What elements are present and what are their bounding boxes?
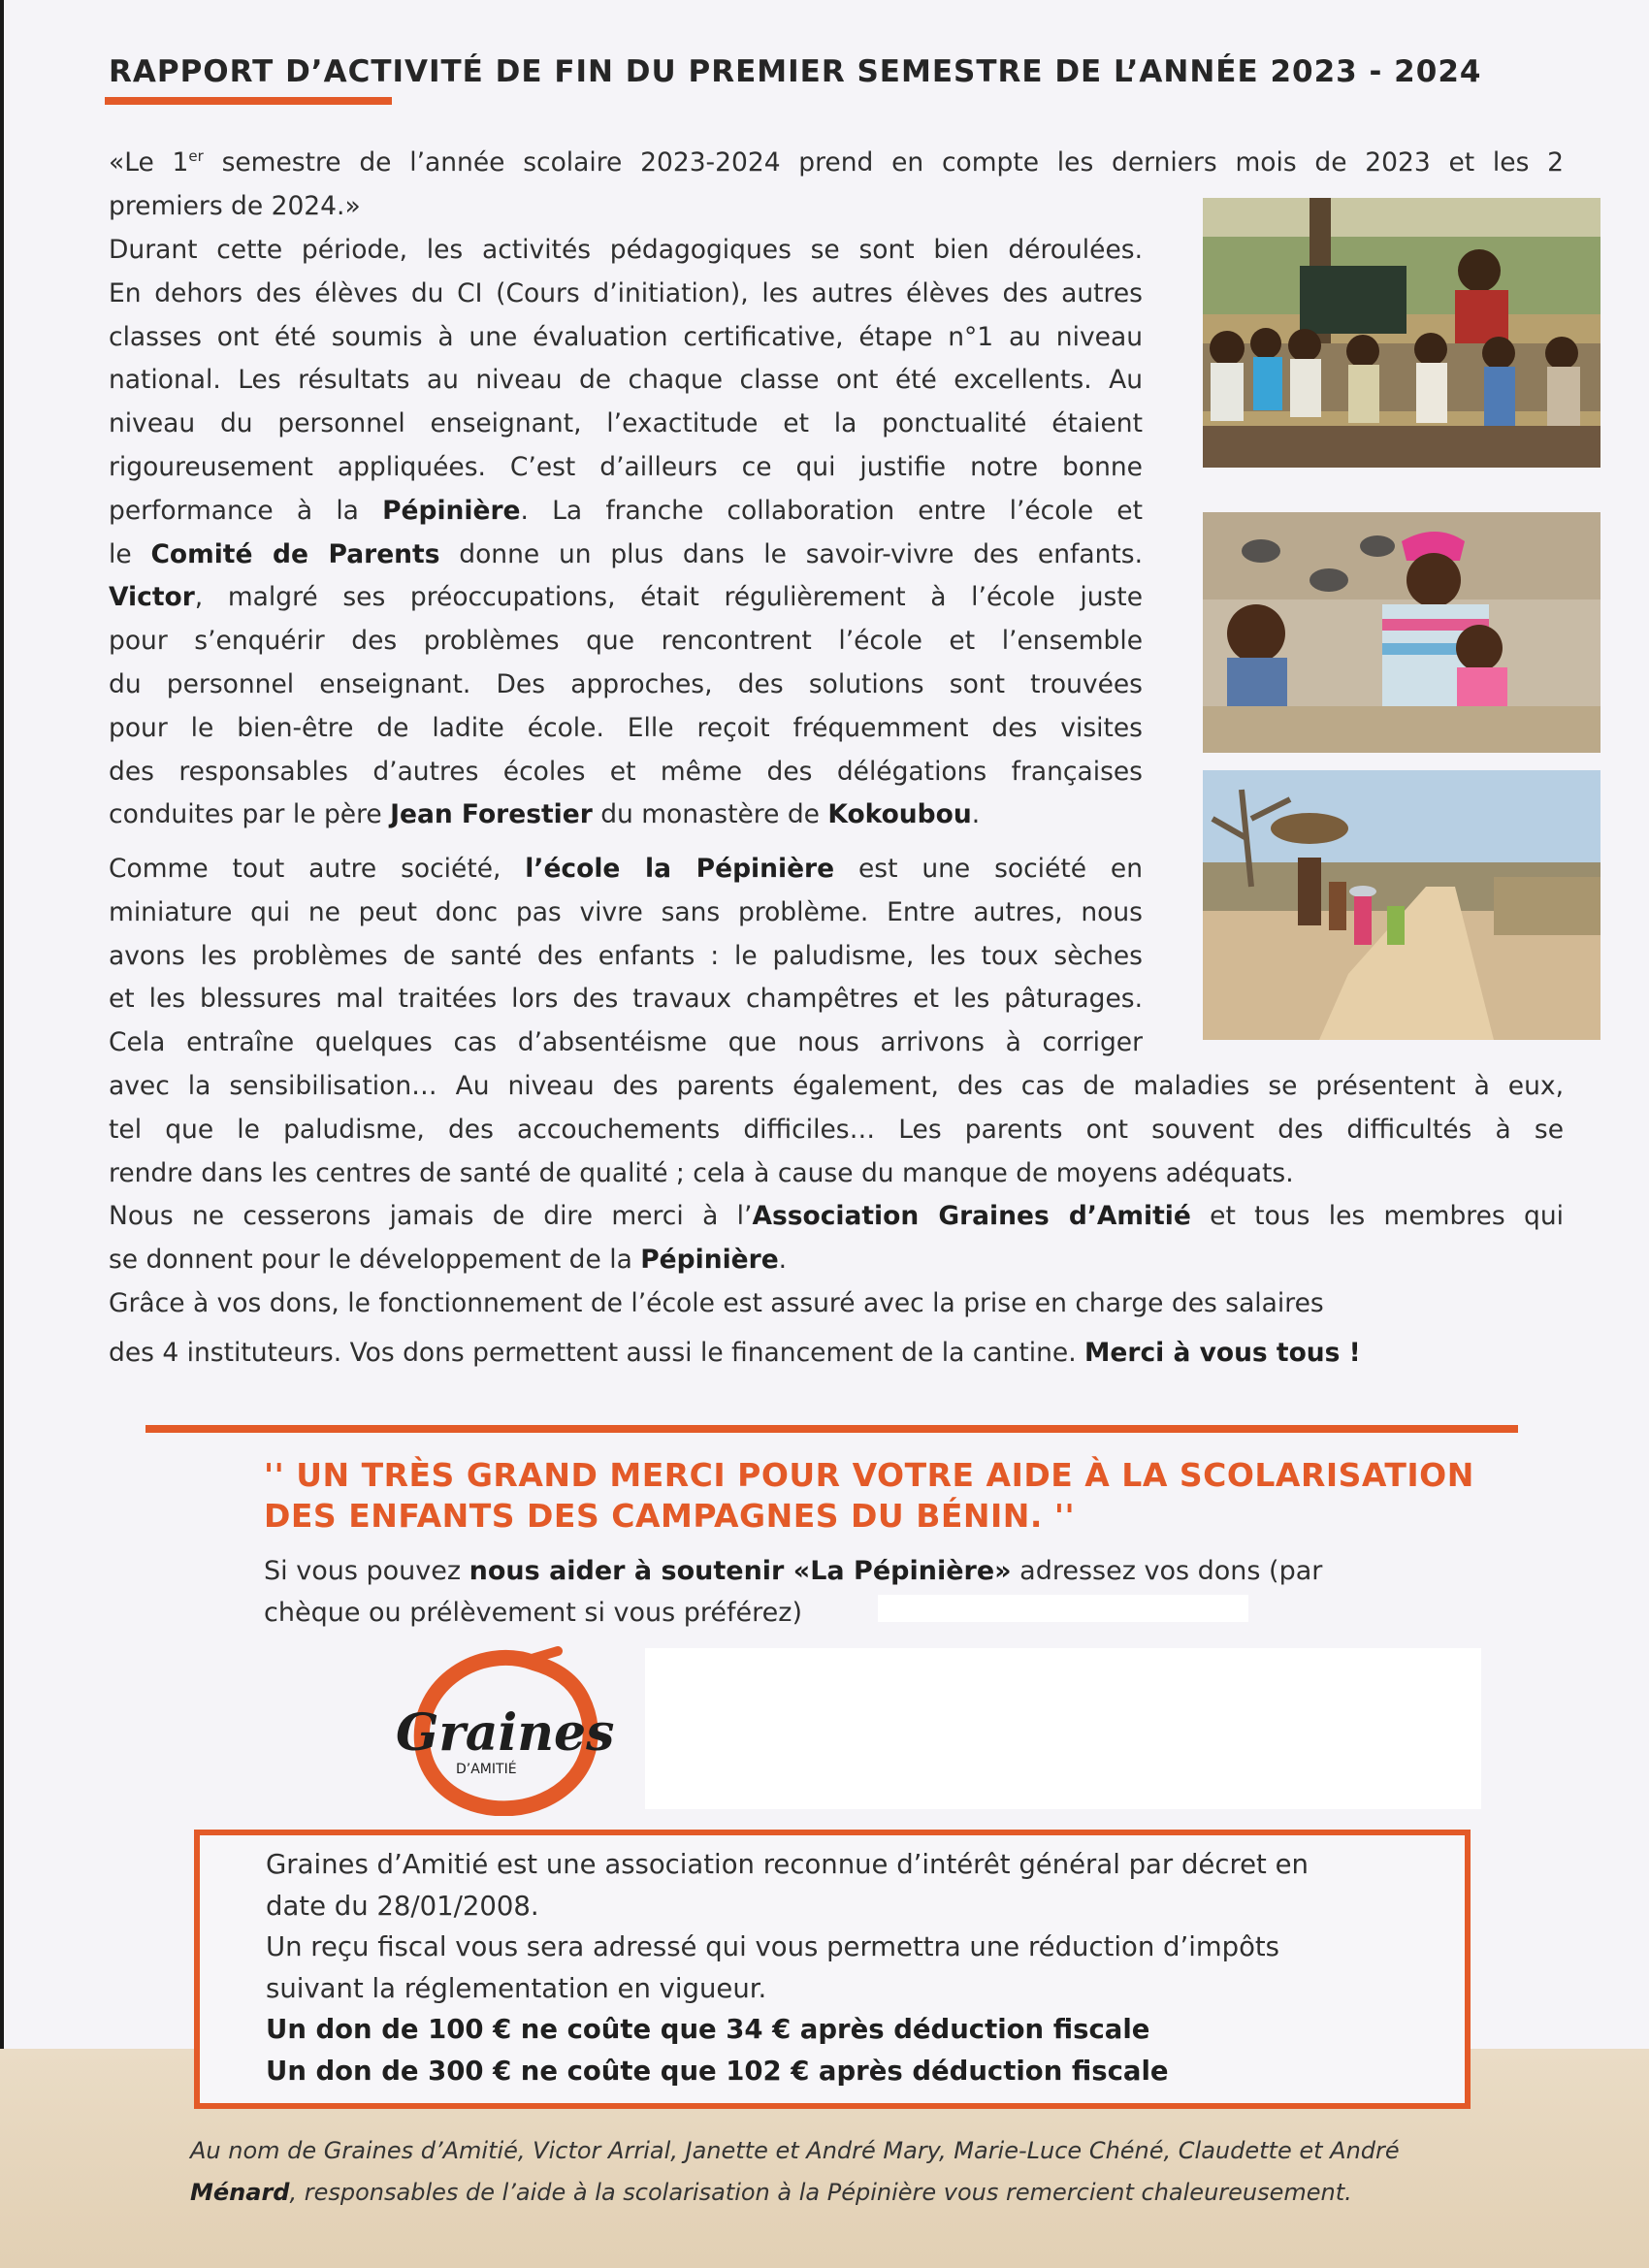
photo-road <box>1203 770 1600 1040</box>
info-line: suivant la réglementation en vigueur. <box>266 1972 767 2004</box>
text-line: national. Les résultats au niveau de chaque classe ont été excellents. Au <box>109 365 1143 396</box>
page-edge <box>0 0 4 2268</box>
text-line: avons les problèmes de santé des enfants : le paludisme, les toux sèches <box>109 940 1143 971</box>
text-line: rendre dans les centres de santé de qualité ; cela à cause du manque de moyens adéquats. <box>109 1157 1294 1188</box>
logo-mark <box>388 1645 621 1816</box>
section-divider <box>146 1425 1518 1433</box>
support-line-1: Si vous pouvez nous aider à soutenir «La Pépinière» adressez vos dons (par <box>264 1556 1323 1586</box>
thanks-quote <box>264 1455 1525 1537</box>
text-line: Comme tout autre société, l’école la Pépinière est une société en <box>109 854 1143 884</box>
text-line: classes ont été soumis à une évaluation certificative, étape n°1 au niveau <box>109 321 1143 352</box>
text-line: rigoureusement appliquées. C’est d’ailleurs ce qui justifie notre bonne <box>109 451 1143 482</box>
text-line: des 4 instituteurs. Vos dons permettent aussi le financement de la cantine. Merci à vous tous ! <box>109 1337 1361 1368</box>
redacted-address-block <box>645 1648 1481 1809</box>
logo-word: Graines <box>396 1703 615 1763</box>
intro-line-1: «Le 1er semestre de l’année scolaire 2023-2024 prend en compte les derniers mois de 2023 et les 2 <box>109 147 1564 178</box>
text-line: pour le bien-être de ladite école. Elle reçoit fréquemment des visites <box>109 712 1143 743</box>
text-line: pour s’enquérir des problèmes que rencontrent l’école et l’ensemble <box>109 626 1143 657</box>
intro-line-2: premiers de 2024.» <box>109 190 361 221</box>
logo-subtitle: D’AMITIÉ <box>456 1762 517 1777</box>
text-line: En dehors des élèves du CI (Cours d’initiation), les autres élèves des autres <box>109 277 1143 308</box>
photo-family <box>1203 512 1600 753</box>
text-line: niveau du personnel enseignant, l’exactitude et la ponctualité étaient <box>109 408 1143 439</box>
support-line-2: chèque ou prélèvement si vous préférez) <box>264 1598 802 1628</box>
text-line: conduites par le père Jean Forestier du monastère de Kokoubou. <box>109 799 981 830</box>
info-line: Un reçu fiscal vous sera adressé qui vous permettra une réduction d’impôts <box>266 1931 1280 1962</box>
donation-example-300: Un don de 300 € ne coûte que 102 € après déduction fiscale <box>266 2055 1169 2087</box>
graines-damitie-logo <box>388 1645 621 1816</box>
text-line: Durant cette période, les activités pédagogiques se sont bien déroulées. <box>109 235 1143 265</box>
classroom-scene-image <box>1203 198 1600 468</box>
page-title: RAPPORT D’ACTIVITÉ DE FIN DU PREMIER SEMESTRE DE L’ANNÉE 2023 - 2024 <box>109 54 1482 89</box>
text-line: du personnel enseignant. Des approches, des solutions sont trouvées <box>109 668 1143 699</box>
donation-example-100: Un don de 100 € ne coûte que 34 € après déduction fiscale <box>266 2014 1150 2045</box>
footer-line-1: Au nom de Graines d’Amitié, Victor Arrial, Janette et André Mary, Marie-Luce Chéné, Claudette et André <box>190 2137 1400 2164</box>
redacted-address-inline <box>878 1595 1248 1622</box>
text-line: des responsables d’autres écoles et même des délégations françaises <box>109 756 1143 787</box>
support-text <box>264 1550 1457 1634</box>
text-line: et les blessures mal traitées lors des travaux champêtres et les pâturages. <box>109 984 1143 1015</box>
text-line: Victor, malgré ses préoccupations, était régulièrement à l’école juste <box>109 582 1143 613</box>
text-line: Cela entraîne quelques cas d’absentéisme que nous arrivons à corriger <box>109 1027 1143 1058</box>
signature-footer <box>190 2130 1480 2214</box>
info-line: Graines d’Amitié est une association reconnue d’intérêt général par décret en <box>266 1849 1309 1880</box>
title-underline <box>105 97 392 105</box>
text-line: le Comité de Parents donne un plus dans le savoir-vivre des enfants. <box>109 538 1143 569</box>
photo-classroom <box>1203 198 1600 468</box>
mother-children-image <box>1203 512 1600 753</box>
text-line: Grâce à vos dons, le fonctionnement de l’école est assuré avec la prise en charge des salaires <box>109 1287 1324 1318</box>
thanks-quote-line-1: '' UN TRÈS GRAND MERCI POUR VOTRE AIDE À LA SCOLARISATION <box>264 1456 1474 1494</box>
thanks-quote-line-2: DES ENFANTS DES CAMPAGNES DU BÉNIN. '' <box>264 1497 1076 1535</box>
text-line: se donnent pour le développement de la Pépinière. <box>109 1245 788 1276</box>
footer-line-2: Ménard, responsables de l’aide à la scolarisation à la Pépinière vous remercient chaleureusement. <box>190 2179 1352 2206</box>
tax-info-text <box>266 1844 1430 2091</box>
text-line: performance à la Pépinière. La franche collaboration entre l’école et <box>109 495 1143 526</box>
info-line: date du 28/01/2008. <box>266 1890 539 1922</box>
road-walkers-image <box>1203 770 1600 1040</box>
text-line: avec la sensibilisation… Au niveau des parents également, des cas de maladies se présentent à eux, <box>109 1070 1564 1101</box>
text-line: Nous ne cesserons jamais de dire merci à l’Association Graines d’Amitié et tous les membres qui <box>109 1201 1564 1232</box>
text-line: miniature qui ne peut donc pas vivre sans problème. Entre autres, nous <box>109 896 1143 927</box>
text-line: tel que le paludisme, des accouchements difficiles… Les parents ont souvent des difficultés à se <box>109 1114 1564 1145</box>
